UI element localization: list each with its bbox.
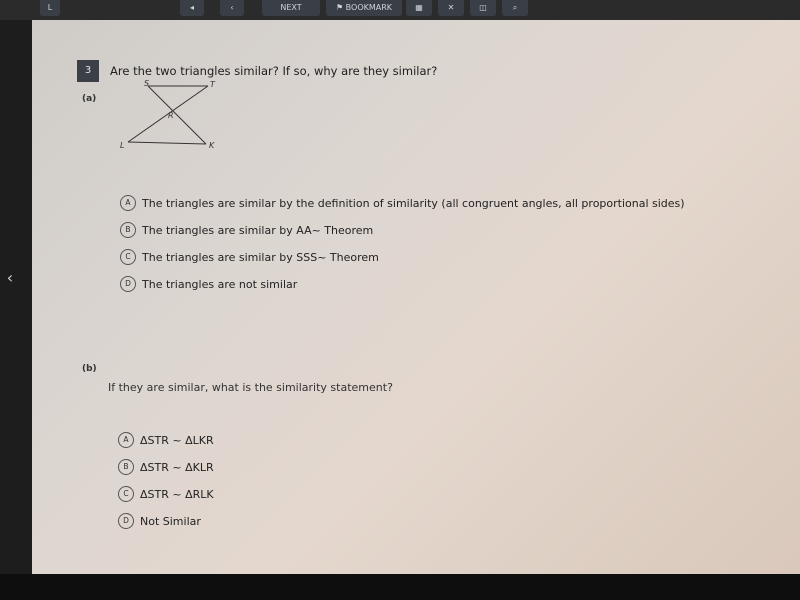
- part-a-option-c[interactable]: [120, 248, 379, 266]
- option-text: The triangles are similar by AA~ Theorem: [142, 223, 374, 237]
- part-a-option-b[interactable]: [120, 221, 373, 239]
- triangles-figure: [118, 80, 218, 152]
- vertex-label-t: T: [210, 80, 215, 89]
- logo-icon: L: [40, 0, 60, 16]
- option-bubble[interactable]: C: [120, 249, 136, 265]
- bookmark-icon: ⚑: [335, 3, 346, 12]
- option-text: The triangles are similar by SSS~ Theorem: [142, 250, 379, 264]
- bottom-bezel: [0, 574, 800, 600]
- next-label: NEXT: [280, 3, 302, 12]
- vertex-label-r: R: [168, 111, 174, 120]
- vertex-label-s: S: [144, 80, 150, 88]
- option-bubble[interactable]: C: [118, 486, 134, 502]
- part-a-option-a[interactable]: [120, 194, 685, 212]
- question-number: 3: [77, 60, 99, 82]
- option-bubble[interactable]: A: [120, 195, 136, 211]
- part-a-option-d[interactable]: [120, 275, 297, 293]
- close-icon[interactable]: ✕: [438, 0, 464, 16]
- option-text: The triangles are not similar: [142, 277, 298, 291]
- pin-icon[interactable]: ◫: [470, 0, 496, 16]
- top-toolbar: [0, 0, 800, 20]
- part-b-option-a[interactable]: [118, 431, 214, 449]
- question-panel: [32, 20, 800, 574]
- bookmark-label: BOOKMARK: [345, 3, 393, 12]
- previous-icon[interactable]: ‹: [220, 0, 244, 16]
- question-text: Are the two triangles similar? If so, why are they similar?: [110, 64, 438, 78]
- option-bubble[interactable]: B: [120, 222, 136, 238]
- bookmark-button[interactable]: [326, 0, 402, 16]
- search-icon[interactable]: ⌕: [502, 0, 528, 16]
- part-a-label: (a): [82, 94, 97, 104]
- next-button[interactable]: [262, 0, 320, 16]
- option-bubble[interactable]: B: [118, 459, 134, 475]
- part-b-option-b[interactable]: [118, 458, 214, 476]
- option-text: ΔSTR ~ ΔRLK: [140, 487, 214, 501]
- option-text: ΔSTR ~ ΔKLR: [140, 460, 214, 474]
- part-b-option-c[interactable]: [118, 485, 214, 503]
- left-bezel: [0, 20, 32, 574]
- vertex-label-k: K: [209, 141, 215, 150]
- previous-button[interactable]: ◂: [180, 0, 204, 16]
- option-text: The triangles are similar by the definition of similarity (all congruent angles, all proportional sides): [142, 196, 685, 210]
- vertex-label-l: L: [120, 141, 125, 150]
- option-text: Not Similar: [140, 514, 201, 528]
- part-b-question-text: If they are similar, what is the similarity statement?: [108, 381, 393, 394]
- part-b-label: (b): [82, 364, 97, 374]
- calculator-icon[interactable]: ▦: [406, 0, 432, 16]
- part-b-option-d[interactable]: [118, 512, 201, 530]
- option-bubble[interactable]: D: [120, 276, 136, 292]
- chevron-left-icon[interactable]: ‹: [6, 268, 14, 287]
- option-bubble[interactable]: D: [118, 513, 134, 529]
- option-bubble[interactable]: A: [118, 432, 134, 448]
- option-text: ΔSTR ~ ΔLKR: [140, 433, 214, 447]
